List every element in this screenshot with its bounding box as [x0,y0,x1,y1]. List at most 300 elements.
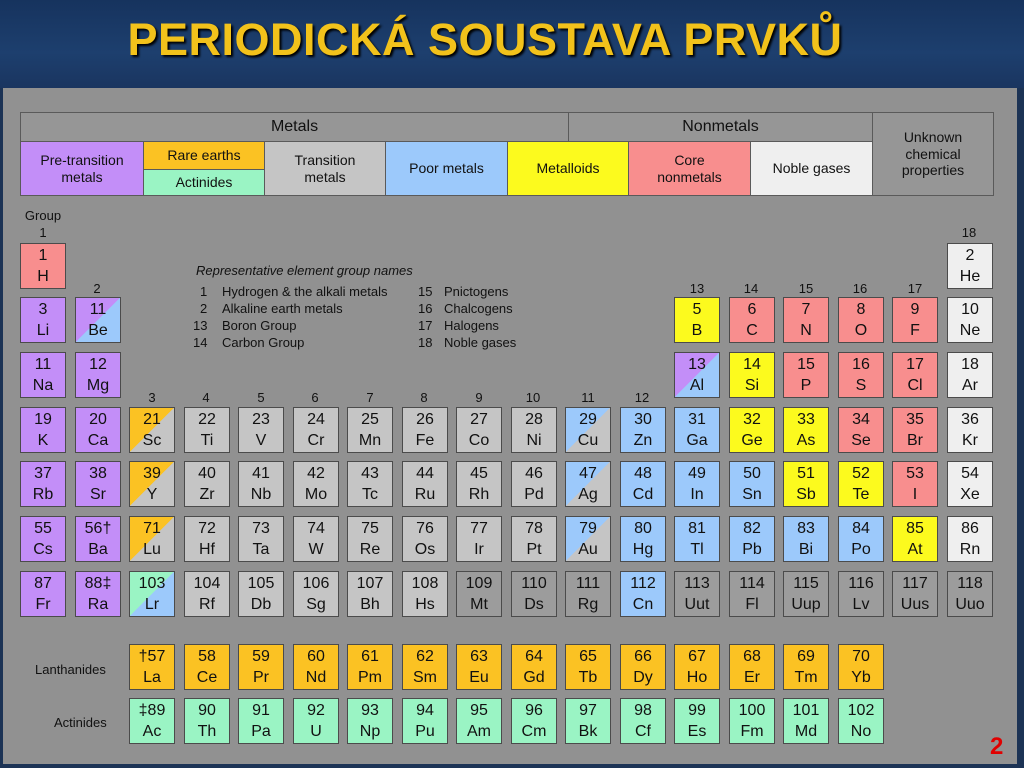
atomic-number: †57 [138,648,166,665]
element-symbol: Bk [578,723,598,740]
element-Ge [729,407,775,453]
element-symbol: Mn [358,432,382,449]
element-Tm [783,644,829,690]
element-Tb [565,644,611,690]
element-symbol: Ir [474,541,484,558]
element-symbol: Uuo [955,596,985,613]
atomic-number: 67 [688,648,706,665]
group-number-5: 5 [257,390,265,405]
atomic-number: 38 [89,465,107,482]
atomic-number: 19 [34,411,52,428]
element-Bh [347,571,393,617]
group-label: Group [24,208,62,223]
atomic-number: 52 [852,465,870,482]
group-number-2: 2 [93,281,101,296]
element-Ru [402,461,448,507]
group-name-number: 16 [418,301,433,316]
atomic-number: 24 [307,411,325,428]
atomic-number: 105 [247,575,275,592]
atomic-number: 93 [361,702,379,719]
element-Mg [75,352,121,398]
group-number-11: 11 [581,390,595,405]
element-Zn [620,407,666,453]
atomic-number: 109 [465,575,493,592]
group-number-17: 17 [907,281,923,296]
element-Re [347,516,393,562]
element-Nd [293,644,339,690]
atomic-number: 55 [34,520,52,537]
element-symbol: Xe [960,486,980,503]
element-Uup [783,571,829,617]
element-symbol: Ga [686,432,708,449]
atomic-number: 47 [579,465,597,482]
atomic-number: 71 [143,520,161,537]
group-number-6: 6 [311,390,319,405]
element-Pt [511,516,557,562]
atomic-number: 34 [852,411,870,428]
atomic-number: 98 [634,702,652,719]
element-symbol: Lv [852,596,870,613]
atomic-number: 114 [739,575,765,592]
atomic-number: 14 [743,356,761,373]
group-number-15: 15 [798,281,814,296]
group-number-9: 9 [475,390,483,405]
legend-metals-header: Metals [20,112,569,142]
element-Th [184,698,230,744]
element-Ga [674,407,720,453]
element-Yb [838,644,884,690]
atomic-number: 54 [961,465,979,482]
element-symbol: Cr [307,432,325,449]
atomic-number: 72 [198,520,216,537]
element-Po [838,516,884,562]
element-symbol: Ta [252,541,270,558]
atomic-number: 49 [688,465,706,482]
element-symbol: Ar [962,377,978,394]
element-symbol: Eu [469,669,489,686]
element-In [674,461,720,507]
element-symbol: Br [907,432,923,449]
element-symbol: In [690,486,704,503]
atomic-number: 112 [630,575,656,592]
element-symbol: Pb [742,541,762,558]
element-Rb [20,461,66,507]
element-symbol: Er [744,669,760,686]
element-symbol: Tc [362,486,378,503]
element-Ti [184,407,230,453]
element-symbol: Rh [468,486,490,503]
atomic-number: 115 [793,575,819,592]
group-name-text: Alkaline earth metals [222,301,343,316]
atomic-number: 7 [801,301,811,318]
element-Lr [129,571,175,617]
element-Pa [238,698,284,744]
atomic-number: 2 [965,247,975,264]
element-Br [892,407,938,453]
group-names-heading: Representative element group names [196,263,413,278]
element-Pd [511,461,557,507]
element-Uut [674,571,720,617]
element-Cm [511,698,557,744]
atomic-number: 1 [38,247,48,264]
element-Sr [75,461,121,507]
element-Kr [947,407,993,453]
element-symbol: P [800,377,812,394]
atomic-number: 87 [34,575,52,592]
atomic-number: 103 [138,575,166,592]
atomic-number: 21 [143,411,161,428]
element-symbol: Np [359,723,381,740]
element-symbol: Bi [798,541,814,558]
element-Es [674,698,720,744]
element-symbol: Tb [578,669,598,686]
atomic-number: 46 [525,465,543,482]
element-symbol: Ni [526,432,542,449]
element-Cf [620,698,666,744]
atomic-number: 10 [961,301,979,318]
group-number-1: 1 [39,225,47,240]
atomic-number: 53 [906,465,924,482]
element-Uuo [947,571,993,617]
element-symbol: At [907,541,923,558]
element-Al [674,352,720,398]
element-symbol: Sb [796,486,816,503]
element-Rh [456,461,502,507]
lanthanides-label: Lanthanides [35,662,106,677]
element-symbol: Pu [415,723,435,740]
atomic-number: 11 [89,301,107,318]
atomic-number: 74 [307,520,325,537]
element-At [892,516,938,562]
atomic-number: 3 [38,301,48,318]
element-Eu [456,644,502,690]
element-Sn [729,461,775,507]
element-Cl [892,352,938,398]
atomic-number: 35 [906,411,924,428]
element-symbol: Pt [526,541,542,558]
legend-rare-earths: Rare earths [143,141,265,170]
atomic-number: 99 [688,702,706,719]
element-symbol: Gd [523,669,545,686]
page-number: 2 [990,733,1004,760]
element-H [20,243,66,289]
element-symbol: Lu [143,541,161,558]
atomic-number: 28 [525,411,543,428]
group-name-text: Chalcogens [444,301,513,316]
atomic-number: 88‡ [84,575,112,592]
atomic-number: 108 [411,575,439,592]
element-symbol: Ds [524,596,544,613]
atomic-number: 90 [198,702,216,719]
element-I [892,461,938,507]
atomic-number: 97 [579,702,597,719]
group-number-3: 3 [148,390,156,405]
element-symbol: Rb [32,486,54,503]
atomic-number: 102 [847,702,875,719]
element-symbol: Tl [690,541,704,558]
element-Uus [892,571,938,617]
element-symbol: Se [851,432,871,449]
element-symbol: Cu [577,432,599,449]
element-Ag [565,461,611,507]
element-symbol: Fe [415,432,435,449]
element-Fl [729,571,775,617]
element-symbol: Li [36,322,50,339]
element-symbol: Fl [745,596,759,613]
element-Rf [184,571,230,617]
element-symbol: Hf [199,541,215,558]
group-number-10: 10 [525,390,541,405]
element-symbol: W [308,541,324,558]
element-symbol: Pr [253,669,269,686]
element-Ce [184,644,230,690]
element-Rg [565,571,611,617]
atomic-number: 100 [738,702,766,719]
element-symbol: Ca [87,432,109,449]
element-Mn [347,407,393,453]
element-Rn [947,516,993,562]
element-Si [729,352,775,398]
element-symbol: Be [88,322,108,339]
element-Co [456,407,502,453]
slide-title: PERIODICKÁ SOUSTAVA PRVKŮ [127,14,843,65]
legend-pre-transition: Pre-transition metals [20,141,144,196]
element-symbol: Yb [851,669,871,686]
element-V [238,407,284,453]
element-symbol: Cf [635,723,651,740]
element-F [892,297,938,343]
element-Se [838,407,884,453]
element-Db [238,571,284,617]
element-symbol: H [37,268,49,285]
element-symbol: Ho [686,669,708,686]
atomic-number: 63 [470,648,488,665]
atomic-number: 107 [356,575,384,592]
element-symbol: Si [744,377,760,394]
atomic-number: 92 [307,702,325,719]
element-Ar [947,352,993,398]
element-symbol: Ac [142,723,162,740]
atomic-number: 40 [198,465,216,482]
atomic-number: 39 [143,465,161,482]
element-Tc [347,461,393,507]
element-symbol: Sc [142,432,162,449]
element-S [838,352,884,398]
atomic-number: 13 [688,356,706,373]
atomic-number: 26 [416,411,434,428]
element-As [783,407,829,453]
element-symbol: Lr [144,596,160,613]
element-Pr [238,644,284,690]
element-Ne [947,297,993,343]
atomic-number: 101 [792,702,820,719]
group-name-text: Carbon Group [222,335,305,350]
atomic-number: 111 [575,575,601,592]
element-Cr [293,407,339,453]
element-symbol: Uus [900,596,930,613]
atomic-number: 76 [416,520,434,537]
element-symbol: I [912,486,918,503]
group-name-text: Halogens [444,318,499,333]
element-symbol: Pd [524,486,544,503]
element-symbol: Zr [199,486,215,503]
atomic-number: 36 [961,411,979,428]
element-Hf [184,516,230,562]
atomic-number: 104 [193,575,221,592]
group-number-12: 12 [634,390,650,405]
atomic-number: 95 [470,702,488,719]
group-name-number: 15 [418,284,433,299]
element-symbol: Hg [632,541,654,558]
element-symbol: Md [794,723,818,740]
element-Fe [402,407,448,453]
group-name-number: 14 [193,335,208,350]
element-symbol: C [746,322,758,339]
element-Er [729,644,775,690]
element-symbol: Ra [87,596,109,613]
element-Au [565,516,611,562]
atomic-number: 84 [852,520,870,537]
atomic-number: 11 [34,356,52,373]
atomic-number: 69 [797,648,815,665]
element-Pu [402,698,448,744]
element-symbol: Re [359,541,381,558]
element-symbol: Nb [250,486,272,503]
element-symbol: Rn [959,541,981,558]
element-symbol: Es [687,723,707,740]
actinides-label: Actinides [54,715,107,730]
atomic-number: 80 [634,520,652,537]
element-symbol: F [910,322,920,339]
atomic-number: 113 [684,575,710,592]
atomic-number: 94 [416,702,434,719]
group-name-number: 13 [193,318,208,333]
group-number-16: 16 [852,281,868,296]
atomic-number: 12 [89,356,107,373]
atomic-number: 5 [692,301,702,318]
atomic-number: 44 [416,465,434,482]
atomic-number: 79 [579,520,597,537]
element-Ca [75,407,121,453]
atomic-number: 9 [910,301,920,318]
element-Sb [783,461,829,507]
element-symbol: Ba [88,541,108,558]
element-Sc [129,407,175,453]
atomic-number: 96 [525,702,543,719]
element-Be [75,297,121,343]
element-symbol: Al [689,377,705,394]
element-symbol: Fr [35,596,51,613]
legend-metalloids: Metalloids [507,141,629,196]
element-symbol: Cn [632,596,654,613]
legend-nonmetals-header: Nonmetals [568,112,873,142]
element-Md [783,698,829,744]
element-Mo [293,461,339,507]
element-symbol: Mo [304,486,328,503]
group-name-text: Pnictogens [444,284,509,299]
group-number-7: 7 [366,390,374,405]
group-number-13: 13 [689,281,705,296]
element-Cd [620,461,666,507]
atomic-number: 59 [252,648,270,665]
element-O [838,297,884,343]
element-symbol: Os [414,541,436,558]
atomic-number: 83 [797,520,815,537]
element-symbol: He [959,268,981,285]
element-N [783,297,829,343]
element-symbol: Sn [742,486,762,503]
element-Sm [402,644,448,690]
element-symbol: V [255,432,267,449]
atomic-number: 18 [961,356,979,373]
element-symbol: Ag [578,486,598,503]
element-Fr [20,571,66,617]
atomic-number: 32 [743,411,761,428]
element-symbol: Db [250,596,272,613]
element-symbol: Cm [521,723,547,740]
element-symbol: Kr [962,432,978,449]
element-Ra [75,571,121,617]
element-Dy [620,644,666,690]
element-symbol: Ne [959,322,981,339]
atomic-number: 22 [198,411,216,428]
atomic-number: 45 [470,465,488,482]
element-symbol: As [796,432,816,449]
atomic-number: 70 [852,648,870,665]
element-Bk [565,698,611,744]
atomic-number: 118 [957,575,983,592]
element-symbol: Sr [90,486,106,503]
atomic-number: 77 [470,520,488,537]
legend-poor-metals: Poor metals [385,141,508,196]
element-He [947,243,993,289]
atomic-number: ‡89 [138,702,166,719]
element-symbol: Pm [358,669,382,686]
element-No [838,698,884,744]
legend-transition-metals: Transition metals [264,141,386,196]
atomic-number: 48 [634,465,652,482]
legend-noble-gases: Noble gases [750,141,873,196]
atomic-number: 106 [302,575,330,592]
group-name-number: 18 [418,335,433,350]
element-Np [347,698,393,744]
element-symbol: Tm [794,669,818,686]
element-symbol: Uup [791,596,821,613]
element-Ho [674,644,720,690]
element-symbol: Am [467,723,491,740]
atomic-number: 73 [252,520,270,537]
element-symbol: La [143,669,161,686]
element-symbol: Na [32,377,54,394]
group-name-number: 2 [200,301,208,316]
atomic-number: 16 [852,356,870,373]
atomic-number: 61 [361,648,379,665]
atomic-number: 50 [743,465,761,482]
atomic-number: 116 [848,575,874,592]
element-symbol: Mg [86,377,110,394]
atomic-number: 31 [688,411,706,428]
element-symbol: O [854,322,868,339]
element-Cu [565,407,611,453]
element-Mt [456,571,502,617]
atomic-number: 85 [906,520,924,537]
element-symbol: Rf [199,596,215,613]
atomic-number: 65 [579,648,597,665]
element-Y [129,461,175,507]
element-B [674,297,720,343]
element-W [293,516,339,562]
element-Li [20,297,66,343]
